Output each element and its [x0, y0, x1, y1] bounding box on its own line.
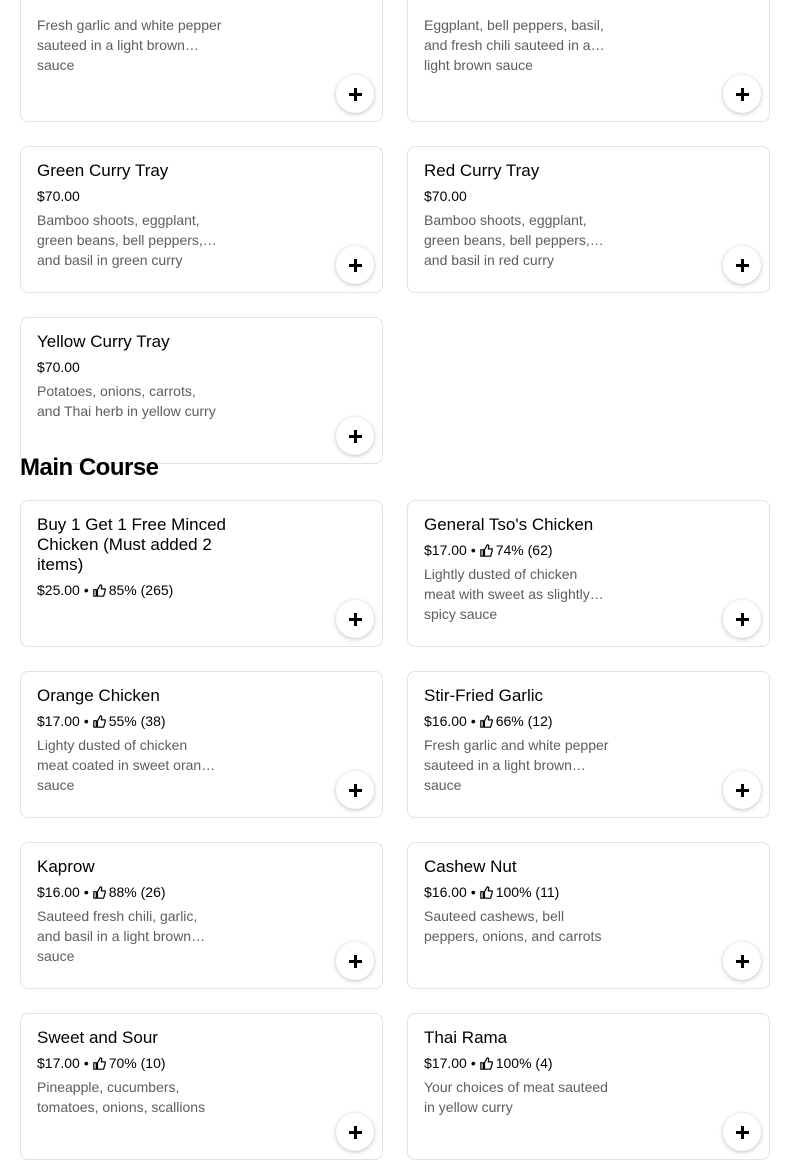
add-item-button[interactable]: [723, 75, 761, 113]
card-content: [424, 857, 624, 946]
card-content: [37, 857, 237, 964]
add-item-button[interactable]: [723, 246, 761, 284]
card-content: [37, 686, 237, 793]
add-item-button[interactable]: [723, 1113, 761, 1151]
item-meta: [424, 186, 624, 206]
item-name: Cashew Nut: [424, 857, 517, 876]
item-rating: 85% (265): [108, 582, 174, 598]
section-title-main-course: Main Course: [20, 454, 159, 481]
item-name: General Tso's Chicken: [424, 515, 594, 534]
plus-icon: [349, 259, 362, 272]
plus-icon: [736, 1126, 749, 1139]
add-item-button[interactable]: [336, 246, 374, 284]
card-content: [424, 1028, 624, 1117]
item-price: $16.00: [37, 884, 80, 900]
item-name: Orange Chicken: [37, 686, 160, 705]
item-description: Sauteed cashews, bell peppers, onions, and carrots: [424, 908, 602, 944]
card-content: [37, 161, 237, 268]
item-description: Eggplant, bell peppers, basil, and fresh chili sauteed in a light brown sauce: [424, 17, 604, 73]
main-course-grid: [20, 500, 770, 1160]
plus-icon: [736, 955, 749, 968]
plus-icon: [349, 784, 362, 797]
menu-item-card[interactable]: [407, 671, 770, 818]
menu-item-card[interactable]: [407, 0, 770, 122]
card-content: [424, 161, 624, 268]
plus-icon: [349, 613, 362, 626]
thumbs-up-icon: [93, 584, 106, 597]
plus-icon: [349, 1126, 362, 1139]
item-price: $16.00: [424, 884, 467, 900]
plus-icon: [736, 88, 749, 101]
card-content: [424, 686, 624, 793]
thumbs-up-icon: [93, 1057, 106, 1070]
item-description: Bamboo shoots, eggplant, green beans, bell peppers, and basil in red curry: [424, 212, 590, 268]
plus-icon: [736, 784, 749, 797]
meta-separator: •: [470, 884, 476, 900]
item-rating: 88% (26): [108, 884, 166, 900]
item-description: Your choices of meat sauteed in yellow curry: [424, 1079, 608, 1115]
add-item-button[interactable]: [336, 600, 374, 638]
item-description: Fresh garlic and white pepper sauteed in a light brown sauce: [424, 737, 609, 793]
item-name: Thai Rama: [424, 1028, 508, 1047]
item-price: $17.00: [424, 1055, 467, 1071]
meta-separator: •: [83, 582, 89, 598]
menu-item-card[interactable]: [20, 671, 383, 818]
item-description: Bamboo shoots, eggplant, green beans, bell peppers, and basil in green curry: [37, 212, 203, 268]
menu-item-card[interactable]: [20, 842, 383, 989]
menu-item-card[interactable]: [407, 1013, 770, 1160]
meta-separator: •: [83, 1055, 89, 1071]
item-price: $16.00: [424, 713, 467, 729]
meta-separator: •: [470, 542, 476, 558]
item-meta: [424, 711, 624, 731]
add-item-button[interactable]: [723, 600, 761, 638]
plus-icon: [349, 955, 362, 968]
add-item-button[interactable]: [723, 771, 761, 809]
menu-item-card[interactable]: [20, 0, 383, 122]
add-item-button[interactable]: [723, 942, 761, 980]
plus-icon: [736, 613, 749, 626]
menu-item-card[interactable]: [407, 146, 770, 293]
item-meta: [37, 186, 237, 206]
item-rating: 70% (10): [108, 1055, 166, 1071]
item-price: $17.00: [37, 713, 80, 729]
item-price: $70.00: [37, 188, 80, 204]
menu-item-card[interactable]: [407, 842, 770, 989]
thumbs-up-icon: [93, 715, 106, 728]
meta-separator: •: [83, 884, 89, 900]
item-rating: 100% (11): [495, 884, 560, 900]
item-rating: 66% (12): [495, 713, 553, 729]
add-item-button[interactable]: [336, 75, 374, 113]
thumbs-up-icon: [93, 886, 106, 899]
thumbs-up-icon: [480, 886, 493, 899]
item-price: $17.00: [424, 542, 467, 558]
item-meta: [37, 580, 237, 600]
menu-item-card[interactable]: [20, 500, 383, 647]
item-description: Fresh garlic and white pepper sauteed in a light brown sauce: [37, 17, 222, 73]
item-meta: [37, 1053, 237, 1073]
item-description: Lightly dusted of chicken meat with sweet as slightly spicy sauce: [424, 566, 590, 622]
meta-separator: •: [83, 713, 89, 729]
item-name: Stir-Fried Garlic: [424, 686, 544, 705]
add-item-button[interactable]: [336, 771, 374, 809]
add-item-button[interactable]: [336, 942, 374, 980]
item-meta: [37, 357, 237, 377]
meta-separator: •: [470, 713, 476, 729]
card-content: [37, 515, 237, 600]
add-item-button[interactable]: [336, 417, 374, 455]
add-item-button[interactable]: [336, 1113, 374, 1151]
plus-icon: [736, 259, 749, 272]
menu-item-card[interactable]: [20, 146, 383, 293]
item-price: $17.00: [37, 1055, 80, 1071]
card-content: [37, 1028, 237, 1117]
item-name: Yellow Curry Tray: [37, 332, 170, 351]
item-name: Kaprow: [37, 857, 95, 876]
menu-item-card[interactable]: [407, 500, 770, 647]
item-name: Buy 1 Get 1 Free Minced Chicken (Must added 2 items): [37, 515, 226, 574]
item-name: Red Curry Tray: [424, 161, 540, 180]
thumbs-up-icon: [480, 544, 493, 557]
item-price: $70.00: [424, 188, 467, 204]
item-rating: 74% (62): [495, 542, 553, 558]
item-meta: [37, 711, 237, 731]
card-content: [424, 515, 624, 622]
item-name: Green Curry Tray: [37, 161, 169, 180]
menu-item-card[interactable]: [20, 1013, 383, 1160]
top-items-grid: [20, 0, 770, 464]
card-content: [37, 332, 237, 421]
item-price: $70.00: [37, 359, 80, 375]
plus-icon: [349, 88, 362, 101]
item-meta: [424, 882, 624, 902]
item-description: Potatoes, onions, carrots, and Thai herb in yellow curry: [37, 383, 216, 419]
item-name: Sweet and Sour: [37, 1028, 158, 1047]
item-meta: [424, 1053, 624, 1073]
item-description: Pineapple, cucumbers, tomatoes, onions, scallions: [37, 1079, 206, 1115]
thumbs-up-icon: [480, 715, 493, 728]
meta-separator: •: [470, 1055, 476, 1071]
item-description: Sauteed fresh chili, garlic, and basil in a light brown sauce: [37, 908, 198, 964]
item-meta: [424, 540, 624, 560]
item-rating: 100% (4): [495, 1055, 553, 1071]
item-description: Lighty dusted of chicken meat coated in sweet orange sauce: [37, 737, 217, 793]
item-price: $25.00: [37, 582, 80, 598]
thumbs-up-icon: [480, 1057, 493, 1070]
menu-item-card[interactable]: [20, 317, 383, 464]
plus-icon: [349, 430, 362, 443]
item-rating: 55% (38): [108, 713, 166, 729]
item-meta: [37, 882, 237, 902]
